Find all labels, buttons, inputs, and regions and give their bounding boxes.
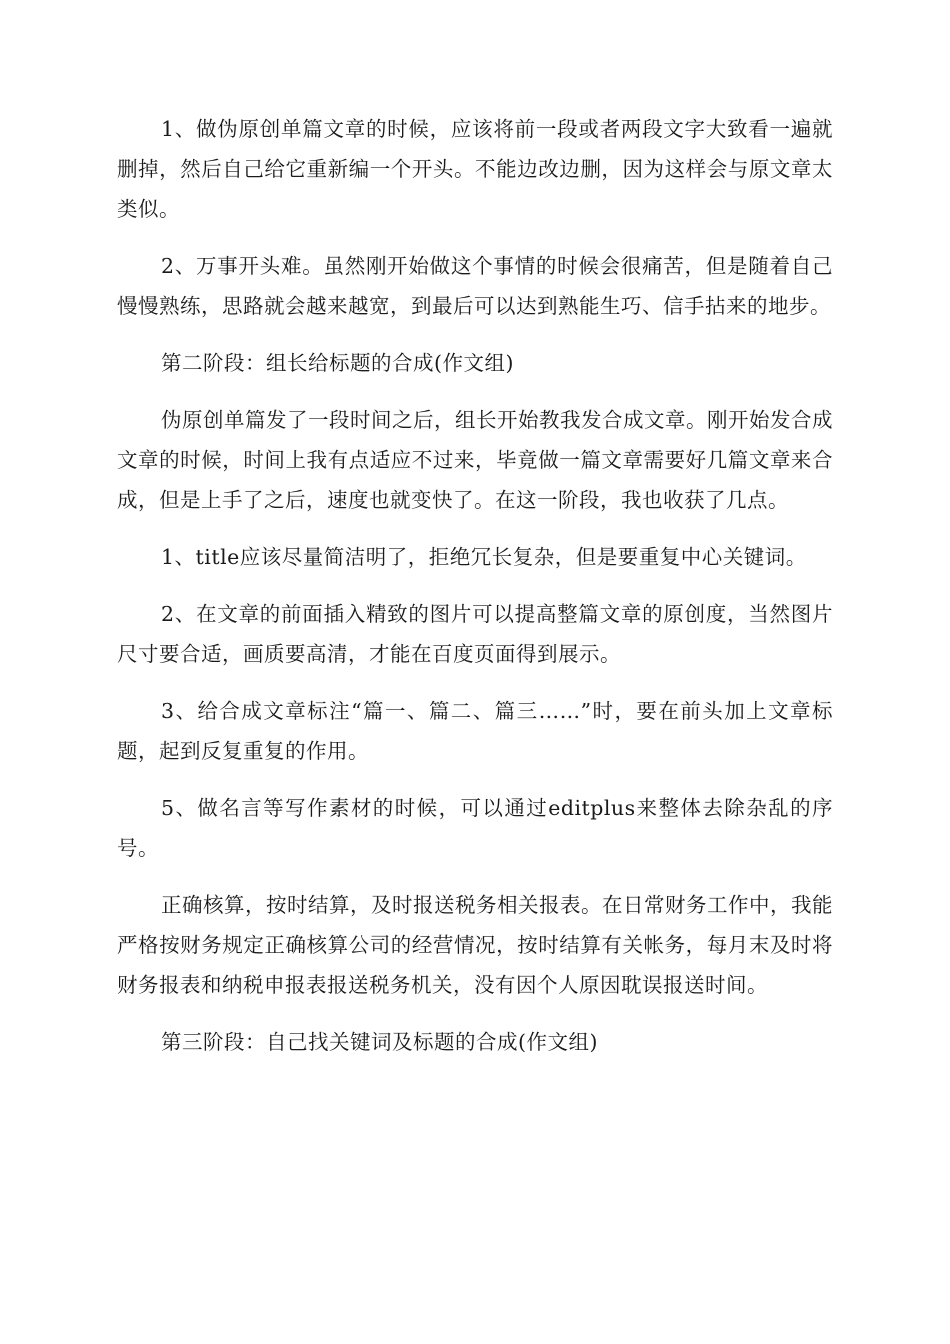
section-heading-stage-two: 第二阶段：组长给标题的合成(作文组) — [161, 351, 514, 375]
paragraph-7: 5、做名言等写作素材的时候，可以通过editplus来整体去除杂乱的序号。 — [117, 796, 833, 860]
paragraph-2: 2、万事开头难。虽然刚开始做这个事情的时候会很痛苦，但是随着自己慢慢熟练，思路就会越来越宽，到最后可以达到熟能生巧、信手拈来的地步。 — [117, 254, 833, 318]
paragraph-5: 2、在文章的前面插入精致的图片可以提高整篇文章的原创度，当然图片尺寸要合适，画质要高清，才能在百度页面得到展示。 — [117, 602, 833, 666]
section-heading-stage-three: 第三阶段：自己找关键词及标题的合成(作文组) — [161, 1030, 598, 1054]
paragraph-8: 正确核算，按时结算，及时报送税务相关报表。在日常财务工作中，我能严格按财务规定正确核算公司的经营情况，按时结算有关帐务，每月末及时将财务报表和纳税申报表报送税务机关，没有因个人原因耽误报送时间。 — [117, 893, 833, 997]
paragraph-4: 1、title应该尽量简洁明了，拒绝冗长复杂，但是要重复中心关键词。 — [161, 545, 807, 569]
paragraph-1: 1、做伪原创单篇文章的时候，应该将前一段或者两段文字大致看一遍就删掉，然后自己给它重新编一个开头。不能边改边删，因为这样会与原文章太类似。 — [117, 117, 833, 221]
paragraph-3: 伪原创单篇发了一段时间之后，组长开始教我发合成文章。刚开始发合成文章的时候，时间上我有点适应不过来，毕竟做一篇文章需要好几篇文章来合成，但是上手了之后，速度也就变快了。在这一阶段，我也收获了几点。 — [117, 408, 833, 512]
paragraph-6: 3、给合成文章标注“篇一、篇二、篇三……”时，要在前头加上文章标题，起到反复重复的作用。 — [117, 699, 833, 763]
document-body — [117, 109, 833, 1079]
